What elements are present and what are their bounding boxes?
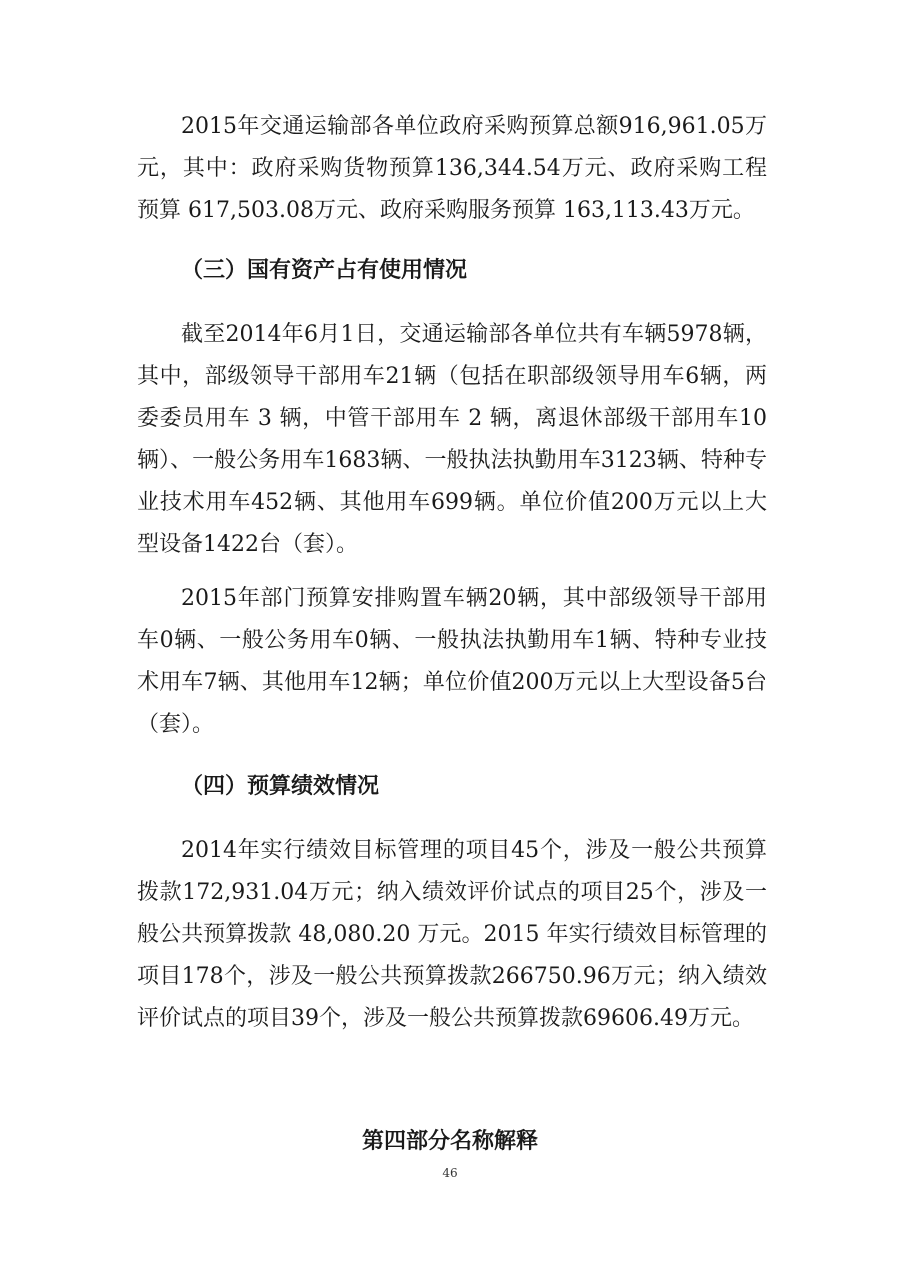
page-number: 46	[442, 1166, 458, 1180]
performance-paragraph: 2014年实行绩效目标管理的项目45个，涉及一般公共预算拨款172,931.04万元；纳入绩效评价试点的项目25个，涉及一般公共预算拨款 48,080.20 万元。2015 年实行绩效目标管理的项目178个，涉及一般公共预算拨款266750.96万元；纳入绩效评价试点的项目39个，涉及一般公共预算拨款69606.49万元。	[137, 838, 767, 1031]
assets-paragraph: 截至2014年6月1日，交通运输部各单位共有车辆5978辆，其中，部级领导干部用车21辆（包括在职部级领导用车6辆，两委委员用车 3 辆，中管干部用车 2 辆，离退休部级干部用车10辆）、一般公务用车1683辆、一般执法执勤用车3123辆、特种专业技术用车452辆、其他用车699辆。单位价值200万元以上大型设备1422台（套）。	[137, 322, 767, 557]
procurement-paragraph: 2015年交通运输部各单位政府采购预算总额916,961.05万元，其中：政府采购货物预算136,344.54万元、政府采购工程预算 617,503.08万元、政府采购服务预算 163,113.43万元。	[137, 114, 767, 223]
section-heading-performance: （四）预算绩效情况	[181, 774, 380, 799]
part-four-title: 第四部分名称解释	[361, 1129, 538, 1154]
vehicle-purchase-paragraph: 2015年部门预算安排购置车辆20辆，其中部级领导干部用车0辆、一般公务用车0辆、一般执法执勤用车1辆、特种专业技术用车7辆、其他用车12辆；单位价值200万元以上大型设备5台（套）。	[137, 586, 767, 737]
section-heading-state-assets: （三）国有资产占有使用情况	[181, 258, 468, 283]
